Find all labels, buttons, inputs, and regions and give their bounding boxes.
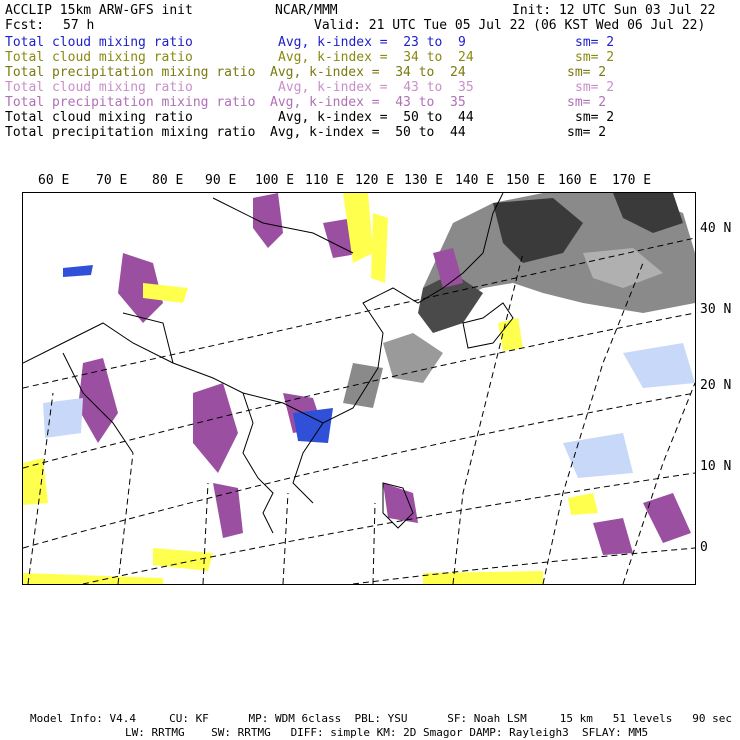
field-smoothing: sm= 2 bbox=[567, 65, 607, 80]
field-name: Total cloud mixing ratio bbox=[5, 80, 193, 95]
lat-label: 30 N bbox=[700, 302, 732, 317]
field-avg: Avg, k-index = 50 to 44 bbox=[278, 110, 474, 125]
field-name: Total cloud mixing ratio bbox=[5, 50, 193, 65]
lon-label: 110 E bbox=[305, 173, 345, 188]
lon-label: 100 E bbox=[255, 173, 295, 188]
valid-time: Valid: 21 UTC Tue 05 Jul 22 (06 KST Wed 06 Jul 22) bbox=[314, 18, 706, 33]
field-smoothing: sm= 2 bbox=[575, 35, 615, 50]
lat-label: 0 bbox=[700, 540, 708, 555]
lon-label: 80 E bbox=[152, 173, 184, 188]
lon-label: 150 E bbox=[506, 173, 546, 188]
field-name: Total precipitation mixing ratio bbox=[5, 125, 256, 140]
lon-label: 140 E bbox=[455, 173, 495, 188]
lon-label: 90 E bbox=[205, 173, 237, 188]
lat-label: 40 N bbox=[700, 221, 732, 236]
lon-label: 160 E bbox=[558, 173, 598, 188]
field-smoothing: sm= 2 bbox=[567, 95, 607, 110]
field-avg: Avg, k-index = 43 to 35 bbox=[278, 80, 474, 95]
field-name: Total cloud mixing ratio bbox=[5, 35, 193, 50]
lat-label: 10 N bbox=[700, 459, 732, 474]
model-title: ACCLIP 15km ARW-GFS init bbox=[5, 3, 193, 18]
lon-label: 60 E bbox=[38, 173, 70, 188]
field-smoothing: sm= 2 bbox=[575, 50, 615, 65]
lon-label: 120 E bbox=[355, 173, 395, 188]
field-avg: Avg, k-index = 23 to 9 bbox=[278, 35, 466, 50]
field-avg: Avg, k-index = 50 to 44 bbox=[270, 125, 466, 140]
field-avg: Avg, k-index = 34 to 24 bbox=[278, 50, 474, 65]
map-panel bbox=[22, 192, 696, 585]
field-name: Total precipitation mixing ratio bbox=[5, 95, 256, 110]
field-avg: Avg, k-index = 43 to 35 bbox=[270, 95, 466, 110]
forecast-hour: 57 h bbox=[63, 18, 95, 33]
field-avg: Avg, k-index = 34 to 24 bbox=[270, 65, 466, 80]
field-name: Total precipitation mixing ratio bbox=[5, 65, 256, 80]
field-smoothing: sm= 2 bbox=[567, 125, 607, 140]
model-info-line2: LW: RRTMG SW: RRTMG DIFF: simple KM: 2D Smagor DAMP: Rayleigh3 SFLAY: MM5 bbox=[125, 726, 649, 739]
lon-label: 170 E bbox=[612, 173, 652, 188]
init-time: Init: 12 UTC Sun 03 Jul 22 bbox=[512, 3, 716, 18]
field-smoothing: sm= 2 bbox=[575, 80, 615, 95]
forecast-label: Fcst: bbox=[5, 18, 45, 33]
map-canvas bbox=[23, 193, 695, 584]
field-name: Total cloud mixing ratio bbox=[5, 110, 193, 125]
field-smoothing: sm= 2 bbox=[575, 110, 615, 125]
lat-label: 20 N bbox=[700, 378, 732, 393]
lon-label: 130 E bbox=[404, 173, 444, 188]
institution-title: NCAR/MMM bbox=[275, 3, 338, 18]
lon-label: 70 E bbox=[96, 173, 128, 188]
model-info-line1: Model Info: V4.4 CU: KF MP: WDM 6class PBL: YSU SF: Noah LSM 15 km 51 levels 90 sec bbox=[30, 712, 732, 725]
